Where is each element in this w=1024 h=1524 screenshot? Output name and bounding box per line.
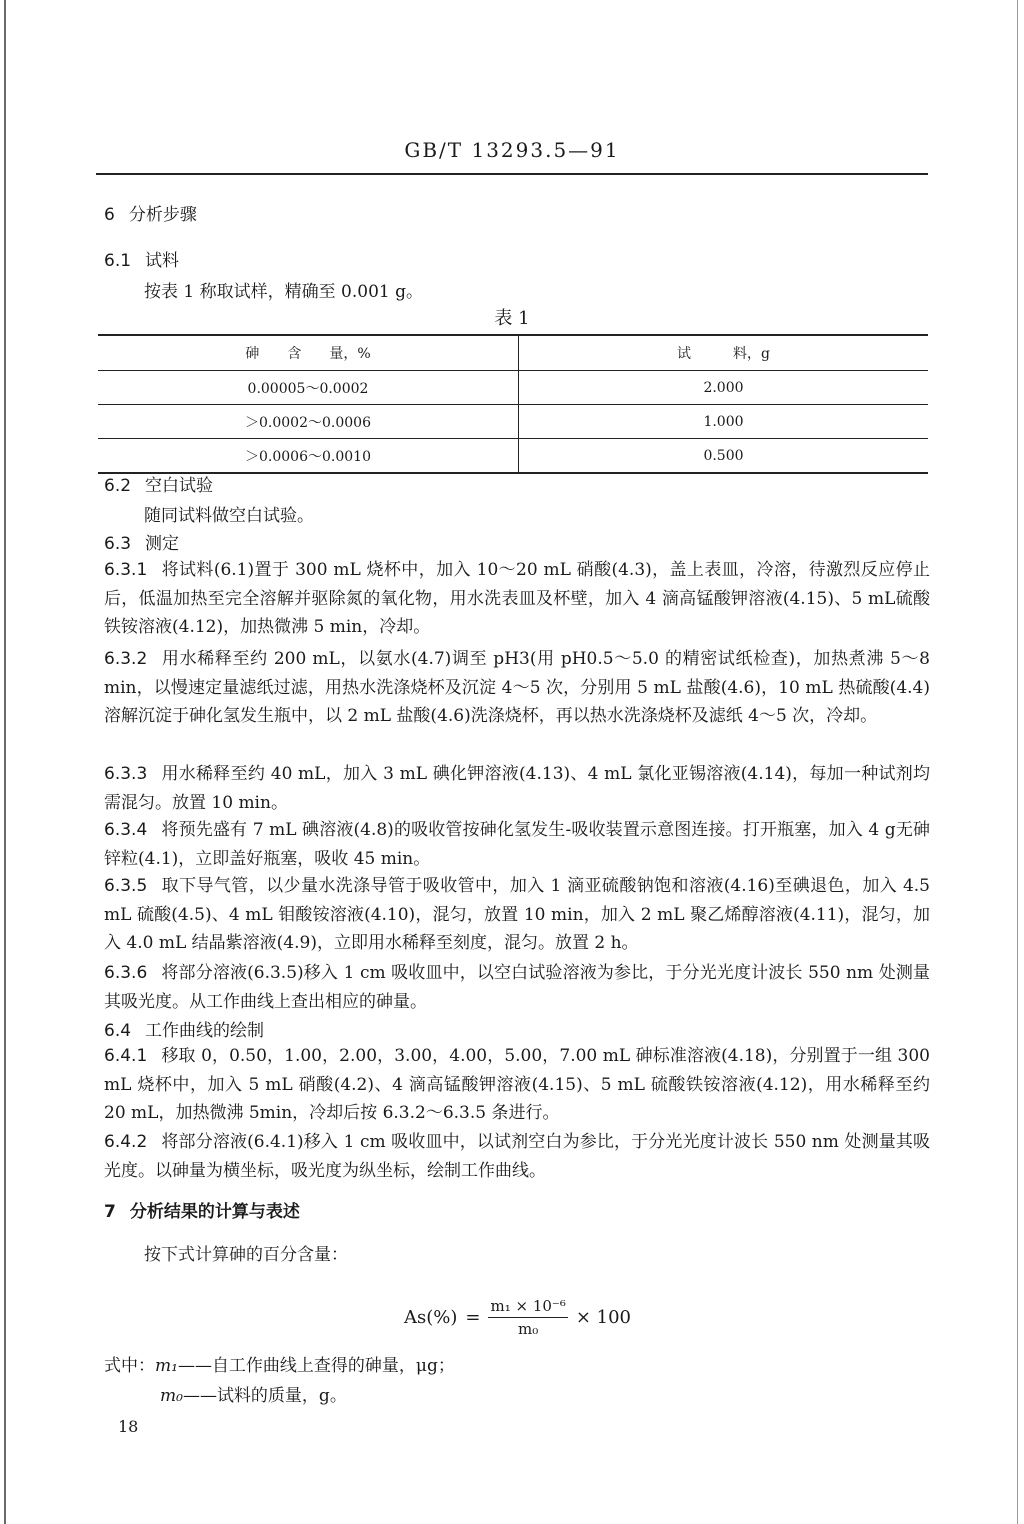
table-row xyxy=(98,371,928,405)
scan-right-edge xyxy=(1017,0,1018,1524)
section-number: 6 xyxy=(104,205,115,225)
table-cell: ＞0.0006～0.0010 xyxy=(98,439,519,474)
column-header: 试 料，g xyxy=(519,335,929,371)
definition-m1: ——自工作曲线上查得的砷量，μg； xyxy=(177,1356,455,1376)
section-6-4-1-paragraph xyxy=(104,1042,930,1128)
section-title: 工作曲线的绘制 xyxy=(145,1021,265,1041)
section-title: 试料 xyxy=(145,251,180,271)
section-number: 6.4 xyxy=(104,1021,132,1041)
section-6-heading xyxy=(104,204,197,226)
section-6-1-heading xyxy=(104,250,179,272)
header-rule xyxy=(96,173,928,175)
section-6-3-1-paragraph xyxy=(104,556,930,642)
section-6-2-heading xyxy=(104,475,213,497)
clause-text: 将部分溶液(6.3.5)移入 1 cm 吸收皿中，以空白试验溶液为参比，于分光光度计波长 550 nm 处测量其吸光度。从工作曲线上查出相应的砷量。 xyxy=(104,963,930,1012)
column-header: 砷 含 量，% xyxy=(98,335,519,371)
formula-fraction xyxy=(488,1297,567,1338)
section-6-2-text: 随同试料做空白试验。 xyxy=(144,506,314,526)
clause-number: 6.3.4 xyxy=(104,820,148,840)
formula-lhs: As(%) xyxy=(404,1307,458,1328)
section-number: 6.3 xyxy=(104,534,132,554)
section-6-4-2-paragraph xyxy=(104,1128,930,1185)
clause-number: 6.4.2 xyxy=(104,1132,148,1152)
clause-text: 用水稀释至约 200 mL，以氨水(4.7)调至 pH3(用 pH0.5～5.0 的精密试纸检查)，加热煮沸 5～8 min，以慢速定量滤纸过滤，用热水洗涤烧杯及沉淀 4～5 次，分别用 5 mL 盐酸(4.6)，10 mL 热硫酸(4.4)溶解沉淀于砷化氢发生瓶中，以 2 mL 盐酸(4.6)洗涤烧杯，再以热水洗涤烧杯及滤纸 4～5 次，冷却。 xyxy=(104,649,930,726)
table-cell: 1.000 xyxy=(519,405,929,439)
section-6-3-2-paragraph xyxy=(104,645,930,731)
clause-number: 6.3.3 xyxy=(104,764,148,784)
page-number: 18 xyxy=(118,1417,139,1436)
section-6-3-5-paragraph xyxy=(104,872,930,958)
where-clause-m0 xyxy=(160,1385,347,1407)
section-7-heading xyxy=(104,1201,300,1223)
clause-number: 6.4.1 xyxy=(104,1046,148,1066)
section-6-3-3-paragraph xyxy=(104,760,930,817)
formula-multiplier: × 100 xyxy=(575,1307,632,1328)
clause-text: 将部分溶液(6.4.1)移入 1 cm 吸收皿中，以试剂空白为参比，于分光光度计波长 550 nm 处测量其吸光度。以砷量为横坐标，吸光度为纵坐标，绘制工作曲线。 xyxy=(104,1132,930,1181)
clause-text: 移取 0，0.50，1.00，2.00，3.00，4.00，5.00，7.00 mL 砷标准溶液(4.18)，分别置于一组 300 mL 烧杯中，加入 5 mL 硝酸(4.2)、4 滴高锰酸钾溶液(4.15)、5 mL 硫酸铁铵溶液(4.12)，用水稀释至约 20 mL，加热微沸 5min，冷却后按 6.3.2～6.3.5 条进行。 xyxy=(104,1046,930,1123)
table-1 xyxy=(98,334,928,474)
table-1-title: 表 1 xyxy=(494,308,530,329)
section-number: 6.1 xyxy=(104,251,132,271)
clause-number: 6.3.5 xyxy=(104,876,148,896)
table-cell: ＞0.0002～0.0006 xyxy=(98,405,519,439)
standard-number-header: GB/T 13293.5—91 xyxy=(404,138,620,162)
section-7-intro: 按下式计算砷的百分含量： xyxy=(144,1245,348,1265)
section-6-4-heading xyxy=(104,1020,264,1042)
clause-number: 6.3.1 xyxy=(104,560,148,580)
arsenic-formula xyxy=(404,1297,631,1338)
table-cell: 0.500 xyxy=(519,439,929,474)
formula-equals: = xyxy=(465,1307,481,1328)
table-cell: 0.00005～0.0002 xyxy=(98,371,519,405)
clause-number: 6.3.6 xyxy=(104,963,148,983)
section-title: 分析步骤 xyxy=(128,205,197,225)
clause-number: 6.3.2 xyxy=(104,649,148,669)
symbol-m0: m₀ xyxy=(160,1386,183,1406)
scan-left-edge xyxy=(4,0,6,1524)
section-6-3-4-paragraph xyxy=(104,816,930,873)
symbol-m1: m₁ xyxy=(155,1356,178,1376)
formula-numerator: m₁ × 10⁻⁶ xyxy=(488,1297,567,1318)
where-prefix: 式中： xyxy=(104,1356,155,1376)
section-number: 6.2 xyxy=(104,476,132,496)
definition-m0: ——试料的质量，g。 xyxy=(182,1386,347,1406)
section-title: 分析结果的计算与表述 xyxy=(129,1202,300,1222)
formula-denominator: m₀ xyxy=(518,1320,539,1338)
table-header-row xyxy=(98,335,928,371)
clause-text: 用水稀释至约 40 mL，加入 3 mL 碘化钾溶液(4.13)、4 mL 氯化亚锡溶液(4.14)，每加一种试剂均需混匀。放置 10 min。 xyxy=(104,764,930,813)
table-row xyxy=(98,439,928,474)
table-cell: 2.000 xyxy=(519,371,929,405)
section-title: 测定 xyxy=(145,534,180,554)
clause-text: 将预先盛有 7 mL 碘溶液(4.8)的吸收管按砷化氢发生-吸收装置示意图连接。打开瓶塞，加入 4 g无砷锌粒(4.1)，立即盖好瓶塞，吸收 45 min。 xyxy=(104,820,930,869)
section-title: 空白试验 xyxy=(145,476,214,496)
section-6-3-6-paragraph xyxy=(104,959,930,1016)
where-clause-m1 xyxy=(104,1355,455,1377)
clause-text: 取下导气管，以少量水洗涤导管于吸收管中，加入 1 滴亚硫酸钠饱和溶液(4.16)至碘退色，加入 4.5 mL 硫酸(4.5)、4 mL 钼酸铵溶液(4.10)，混匀，放置 10 min，加入 2 mL 聚乙烯醇溶液(4.11)，混匀，加入 4.0 mL 结晶紫溶液(4.9)，立即用水稀释至刻度，混匀。放置 2 h。 xyxy=(104,876,930,953)
section-number: 7 xyxy=(104,1202,116,1222)
section-6-1-text: 按表 1 称取试样，精确至 0.001 g。 xyxy=(144,282,423,302)
section-6-3-heading xyxy=(104,533,179,555)
clause-text: 将试料(6.1)置于 300 mL 烧杯中，加入 10～20 mL 硝酸(4.3)，盖上表皿，冷溶，待激烈反应停止后，低温加热至完全溶解并驱除氮的氧化物，用水洗表皿及杯壁，加入 4 滴高锰酸钾溶液(4.15)、5 mL硫酸铁铵溶液(4.12)，加热微沸 5 min，冷却。 xyxy=(104,560,930,637)
table-row xyxy=(98,405,928,439)
